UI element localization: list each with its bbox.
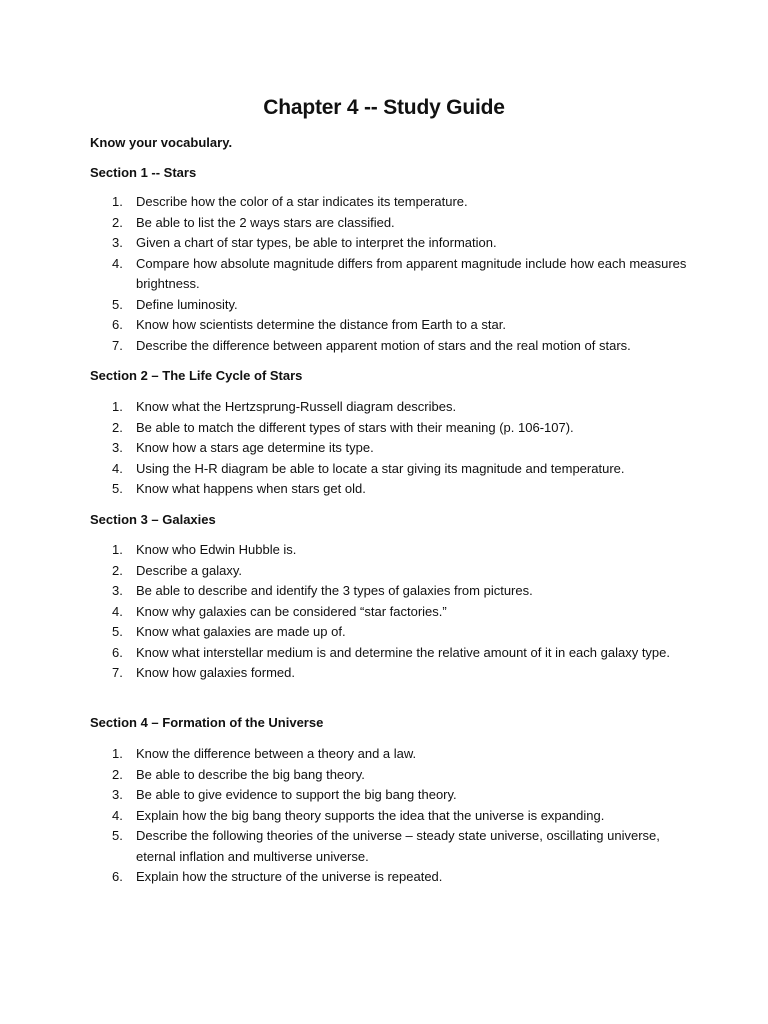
item-text: Know what interstellar medium is and determine the relative amount of it in each galaxy type.: [136, 644, 670, 660]
section-2-list: [112, 397, 692, 500]
item-text: Be able to describe and identify the 3 types of galaxies from pictures.: [136, 583, 533, 598]
item-number: 2.: [112, 766, 123, 782]
section-1-heading: Section 1 -- Stars: [90, 165, 197, 180]
section-2-heading: Section 2 – The Life Cycle of Stars: [90, 368, 303, 383]
item-number: 3.: [112, 235, 123, 250]
list-item: [112, 479, 692, 500]
list-item: [112, 438, 692, 459]
list-item: [112, 295, 692, 316]
item-number: 5.: [112, 828, 123, 843]
list-item: [112, 806, 692, 827]
section-4-list: [112, 744, 692, 888]
item-text: Be able to list the 2 ways stars are classified.: [136, 214, 395, 230]
list-item: [112, 397, 692, 418]
item-number: 6.: [112, 644, 123, 660]
list-item: [112, 602, 692, 623]
list-item: [112, 233, 692, 254]
list-item: [112, 315, 692, 336]
section-3-heading: Section 3 – Galaxies: [90, 512, 216, 527]
item-number: 7.: [112, 337, 123, 353]
list-item: [112, 765, 692, 786]
item-text: Define luminosity.: [136, 296, 238, 312]
list-item: [112, 867, 692, 888]
item-text: Know what the Hertzsprung-Russell diagram describes.: [136, 399, 457, 414]
item-text: Describe how the color of a star indicates its temperature.: [136, 194, 468, 209]
list-item: [112, 663, 692, 684]
item-number: 2.: [112, 214, 123, 230]
list-item: [112, 643, 692, 664]
item-number: 3.: [112, 787, 123, 802]
item-text: Describe the difference between apparent motion of stars and the real motion of stars.: [136, 337, 631, 353]
item-text: Using the H-R diagram be able to locate a star giving its magnitude and temperature.: [136, 460, 625, 476]
list-item: [112, 192, 692, 213]
item-text: Be able to describe the big bang theory.: [136, 766, 365, 782]
section-4-heading: Section 4 – Formation of the Universe: [90, 715, 324, 730]
page-title: Chapter 4 -- Study Guide: [263, 96, 505, 119]
list-item: [112, 254, 692, 295]
item-text: Describe the following theories of the universe – steady state universe, oscillating universe, eternal inflation and multiverse universe.: [136, 828, 660, 864]
item-text: Be able to give evidence to support the big bang theory.: [136, 787, 457, 802]
item-number: 4.: [112, 460, 123, 476]
item-number: 6.: [112, 317, 123, 332]
item-number: 7.: [112, 665, 123, 680]
item-number: 2.: [112, 419, 123, 435]
item-number: 1.: [112, 194, 123, 209]
item-text: Describe a galaxy.: [136, 562, 242, 578]
item-number: 4.: [112, 603, 123, 619]
list-item: [112, 540, 692, 561]
item-number: 5.: [112, 624, 123, 639]
item-text: Be able to match the different types of stars with their meaning (p. 106-107).: [136, 419, 574, 435]
item-text: Know what happens when stars get old.: [136, 481, 366, 496]
list-item: [112, 744, 692, 765]
item-number: 4.: [112, 255, 123, 271]
item-text: Know how galaxies formed.: [136, 665, 295, 680]
item-number: 6.: [112, 869, 123, 884]
section-3-list: [112, 540, 692, 684]
item-text: Explain how the big bang theory supports the idea that the universe is expanding.: [136, 807, 605, 823]
item-text: Know what galaxies are made up of.: [136, 624, 346, 639]
list-item: [112, 581, 692, 602]
list-item: [112, 213, 692, 234]
section-1-list: [112, 192, 692, 356]
item-number: 2.: [112, 562, 123, 578]
list-item: [112, 336, 692, 357]
item-text: Given a chart of star types, be able to interpret the information.: [136, 235, 497, 250]
item-text: Know why galaxies can be considered “star factories.”: [136, 603, 447, 619]
item-number: 3.: [112, 583, 123, 598]
intro-text: Know your vocabulary.: [90, 135, 233, 150]
list-item: [112, 418, 692, 439]
item-number: 5.: [112, 296, 123, 312]
item-number: 1.: [112, 542, 123, 557]
item-number: 1.: [112, 399, 123, 414]
item-text: Explain how the structure of the universe is repeated.: [136, 869, 443, 884]
item-text: Compare how absolute magnitude differs from apparent magnitude include how each measures brightness.: [136, 255, 687, 291]
list-item: [112, 622, 692, 643]
item-text: Know how a stars age determine its type.: [136, 440, 374, 455]
item-number: 4.: [112, 807, 123, 823]
list-item: [112, 826, 692, 867]
list-item: [112, 785, 692, 806]
item-number: 1.: [112, 746, 123, 761]
item-number: 5.: [112, 481, 123, 496]
item-text: Know the difference between a theory and a law.: [136, 746, 417, 761]
item-number: 3.: [112, 440, 123, 455]
list-item: [112, 561, 692, 582]
item-text: Know who Edwin Hubble is.: [136, 542, 297, 557]
item-text: Know how scientists determine the distance from Earth to a star.: [136, 317, 506, 332]
list-item: [112, 459, 692, 480]
